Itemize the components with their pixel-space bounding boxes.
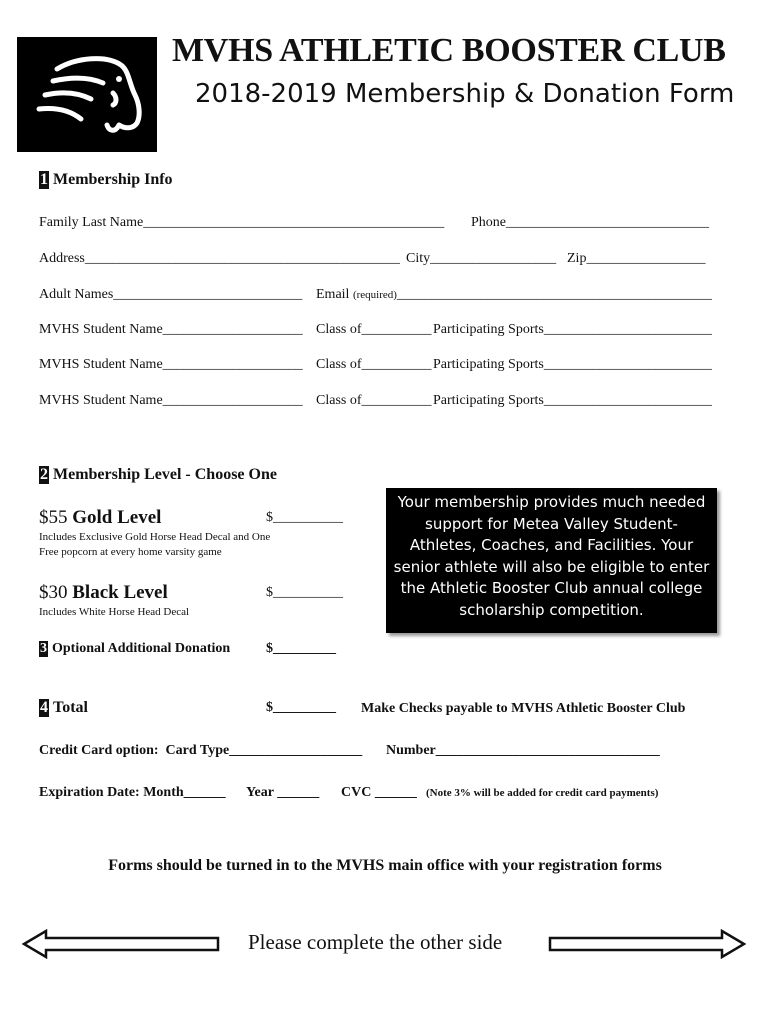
field-label: Class of [316, 322, 362, 337]
total-amount-field[interactable] [266, 700, 336, 716]
phone-field[interactable]: Phone_____________________________ [471, 215, 709, 230]
field-note: (required) [352, 289, 397, 301]
student-name-field[interactable]: MVHS Student Name____________________ [39, 357, 303, 372]
checks-payable-note: Make Checks payable to MVHS Athletic Booster Club [361, 701, 686, 716]
black-name: Black Level [72, 582, 168, 603]
section-number: 1 [40, 171, 48, 188]
field-label: Participating Sports [433, 393, 544, 408]
family-last-name-field[interactable]: Family Last Name___________________________________________ [39, 215, 445, 230]
amount-blank: $_________ [266, 641, 336, 656]
card-number-field[interactable]: Number________________________________ [386, 743, 660, 758]
mustang-logo [17, 37, 157, 152]
section2-heading [39, 466, 277, 484]
section-number: 4 [40, 699, 48, 716]
black-price: $30 [39, 582, 68, 603]
gold-amount-field[interactable] [266, 510, 343, 526]
field-label: Participating Sports [433, 322, 544, 337]
sports-field[interactable]: Participating Sports________________________ [433, 357, 712, 372]
black-amount-field[interactable] [266, 585, 343, 601]
section1-heading [39, 171, 173, 189]
field-label: MVHS Student Name [39, 357, 163, 372]
credit-card-label: Credit Card option: [39, 743, 159, 758]
student-name-field[interactable]: MVHS Student Name____________________ [39, 322, 303, 337]
field-label: Phone [471, 215, 506, 230]
section3-heading [39, 641, 230, 657]
section-number: 2 [40, 466, 48, 483]
black-description: Includes White Horse Head Decal [39, 606, 190, 618]
email-field[interactable]: Email (required)_____________________________________________ [316, 287, 712, 302]
amount-blank: $__________ [266, 510, 343, 525]
section4-heading [39, 699, 88, 717]
field-label: Family Last Name [39, 215, 144, 230]
expiration-month-field[interactable]: Expiration Date: Month______ [39, 785, 226, 800]
amount-blank: $__________ [266, 585, 343, 600]
gold-price: $55 [39, 507, 68, 528]
city-field[interactable]: City__________________ [406, 251, 557, 266]
please-complete-other-side: Please complete the other side [248, 930, 503, 954]
page-title: MVHS ATHLETIC BOOSTER CLUB [172, 32, 726, 69]
student-name-field[interactable]: MVHS Student Name____________________ [39, 393, 303, 408]
section-title: Membership Level - Choose One [53, 466, 277, 483]
gold-level-option[interactable] [39, 507, 161, 529]
field-label: Class of [316, 393, 362, 408]
field-label: Address [39, 251, 85, 266]
field-label: Email [316, 287, 350, 302]
section-title: Membership Info [53, 171, 173, 188]
field-label: Card Type [165, 743, 230, 758]
expiration-year-field[interactable]: Year ______ [246, 785, 320, 800]
address-field[interactable]: Address_____________________________________________ [39, 251, 400, 266]
section-title: Optional Additional Donation [52, 641, 231, 656]
black-level-option[interactable] [39, 582, 168, 604]
adult-names-field[interactable]: Adult Names___________________________ [39, 287, 303, 302]
class-of-field[interactable]: Class of__________ [316, 393, 432, 408]
sports-field[interactable]: Participating Sports________________________ [433, 393, 712, 408]
section-title: Total [53, 699, 88, 716]
field-label: CVC [341, 785, 372, 800]
right-arrow-icon [546, 929, 746, 959]
gold-description-2: Free popcorn at every home varsity game [39, 546, 222, 558]
left-arrow-icon [22, 929, 222, 959]
field-label: Zip [567, 251, 587, 266]
credit-card-fee-note: (Note 3% will be added for credit card payments) [426, 787, 659, 799]
cvc-field[interactable]: CVC ______ [341, 785, 417, 800]
zip-field[interactable]: Zip_________________ [567, 251, 706, 266]
field-label: Class of [316, 357, 362, 372]
amount-blank: $_________ [266, 700, 336, 715]
field-label: Adult Names [39, 287, 114, 302]
class-of-field[interactable]: Class of__________ [316, 322, 432, 337]
donation-amount-field[interactable] [266, 641, 336, 657]
field-label: City [406, 251, 431, 266]
field-label: MVHS Student Name [39, 393, 163, 408]
field-label: Expiration Date: Month [39, 785, 184, 800]
turn-in-instructions: Forms should be turned in to the MVHS main office with your registration forms [108, 857, 662, 874]
membership-notice: Your membership provides much needed support for Metea Valley Student-Athletes, Coaches, and Facilities. Your senior athlete will also be eligible to enter the Athletic Booster Club annual college scholarship competition. [386, 488, 717, 633]
section-number: 3 [40, 641, 47, 656]
class-of-field[interactable]: Class of__________ [316, 357, 432, 372]
card-type-field[interactable]: Credit Card option: Card Type___________________ [39, 743, 363, 758]
gold-name: Gold Level [72, 507, 162, 528]
field-label: Year [246, 785, 274, 800]
field-label: Participating Sports [433, 357, 544, 372]
horse-head-icon [17, 37, 157, 152]
gold-description: Includes Exclusive Gold Horse Head Decal and One [39, 531, 271, 543]
sports-field[interactable]: Participating Sports________________________ [433, 322, 712, 337]
field-label: Number [386, 743, 436, 758]
form-subtitle: 2018-2019 Membership & Donation Form [195, 79, 735, 109]
field-label: MVHS Student Name [39, 322, 163, 337]
